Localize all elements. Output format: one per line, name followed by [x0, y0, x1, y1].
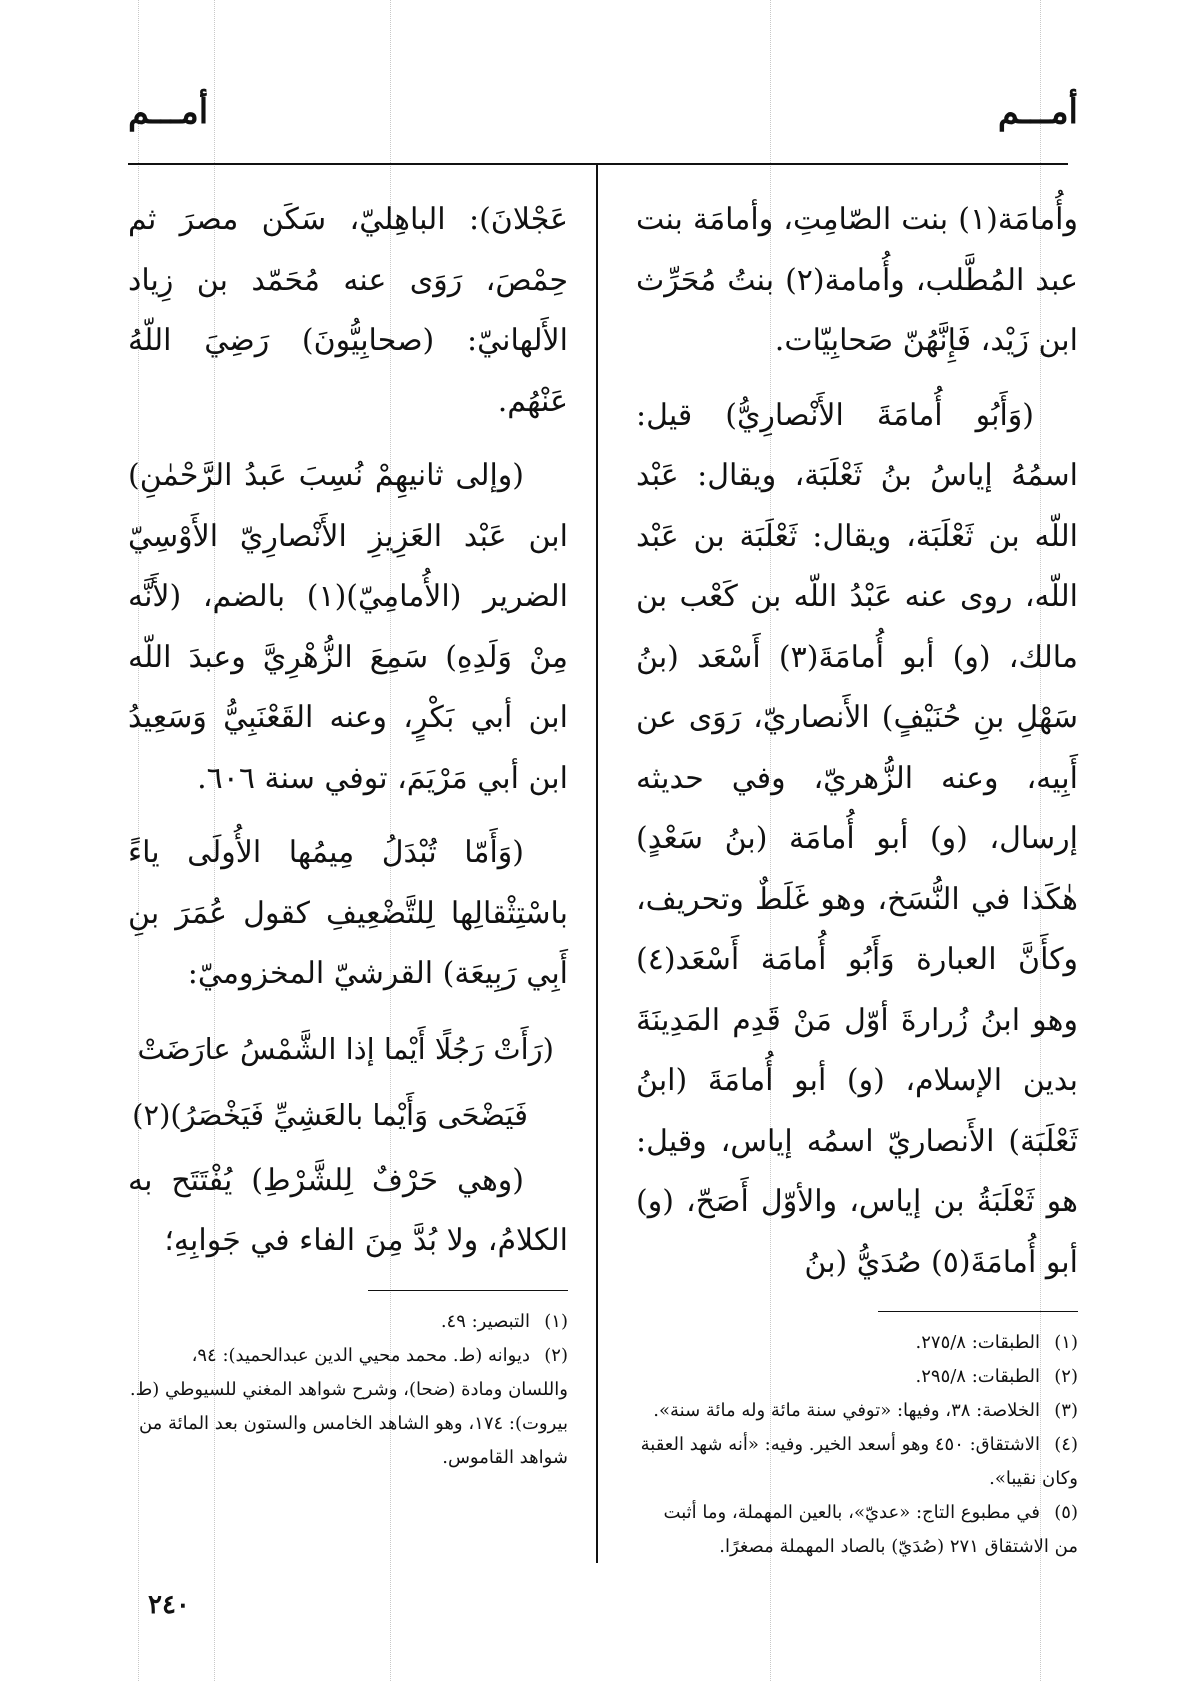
footnotes — [128, 1305, 568, 1475]
header-rule — [128, 163, 1068, 165]
right-column — [636, 190, 1078, 1564]
footnotes — [636, 1326, 1078, 1564]
paragraph: (وإلى ثانيهِمْ نُسِبَ عَبدُ الرَّحْمٰنِ) ابن عَبْد العَزِيزِ الأَنْصارِيّ الأَوْسِيّ الضرير (الأُمامِيّ)(١) بالضم، (لأَنَّه مِنْ وَلَدِهِ) سَمِعَ الزُّهْرِيَّ وعبدَ اللّه ابن أبي بَكْرٍ، وعنه القَعْنَبِيُّ وَسَعِيدُ ابن أبي مَرْيَمَ، توفي سنة ٦٠٦. — [128, 458, 568, 796]
column-divider — [596, 163, 598, 1563]
footnote: (٢)الطبقات: ٢٩٥/٨. — [915, 1366, 1078, 1387]
footnote-rule — [368, 1290, 568, 1291]
footnote: (٥)في مطبوع التاج: «عديّ»، بالعين المهملة، وما أثبت من الاشتقاق ٢٧١ (صُدَيّ) بالصاد المهملة مصغرًا. — [663, 1502, 1078, 1557]
page-number: ٢٤٠ — [148, 1590, 190, 1620]
verse-line: (رَأَتْ رَجُلًا أَيْما إذا الشَّمْسُ عارَضَتْ — [137, 1031, 554, 1066]
running-header-left: أمـــم — [128, 92, 209, 132]
paragraph: وأُمامَة(١) بنت الصّامِتِ، وأمامَة بنت عبد المُطَّلب، وأُمامة(٢) بنتُ مُحَرِّث ابن زَيْد، فَإِنَّهُنّ صَحابِيّات. — [636, 202, 1078, 358]
running-header-right: أمـــم — [997, 92, 1078, 132]
footnote: (٣)الخلاصة: ٣٨، وفيها: «توفي سنة مائة وله مائة سنة». — [653, 1400, 1078, 1421]
verse-line: فَيَضْحَى وَأَيْما بالعَشِيِّ فَيَخْصَرُ)(٢) — [132, 1097, 528, 1132]
footnote: (١)التبصير: ٤٩. — [440, 1310, 568, 1332]
paragraph: عَجْلانَ): الباهِليّ، سَكَن مصرَ ثم حِمْصَ، رَوَى عنه مُحَمّد بن زِياد الأَلهانيّ: (صحابِيُّونَ) رَضِيَ اللّهُ عَنْهُم. — [128, 202, 568, 419]
footnote: (٢)ديوانه (ط. محمد محيي الدين عبدالحميد): ٩٤، واللسان ومادة (ضحا)، وشرح شواهد المغني للسيوطي (ط. بيروت): ١٧٤، وهو الشاهد الخامس والستون بعد المائة من شواهد القاموس. — [129, 1344, 568, 1468]
footnote-rule — [878, 1311, 1078, 1312]
paragraph: (وهي حَرْفٌ لِلشَّرْطِ) يُفْتَتَح به الكلامُ، ولا بُدَّ مِنَ الفاء في جَوابِهِ؛ — [128, 1162, 568, 1258]
footnote: (٤)الاشتقاق: ٤٥٠ وهو أسعد الخير. وفيه: «أنه شهد العقبة وكان نقيبا». — [640, 1434, 1078, 1489]
footnote: (١)الطبقات: ٢٧٥/٨. — [915, 1332, 1078, 1353]
paragraph: (وَأَبُو أُمامَةَ الأَنْصارِيُّ) قيل: اسمُهُ إياسُ بنُ ثَعْلَبَة، ويقال: عَبْد اللّه بن ثَعْلَبَة، ويقال: ثَعْلَبَة بن عَبْد اللّه، روى عنه عَبْدُ اللّه بن كَعْب بن مالك، (و) أبو أُمامَةَ(٣) أَسْعَد (بنُ سَهْلِ بنِ حُنَيْفٍ) الأَنصاريّ، رَوَى عن أَبِيه، وعنه الزُّهريّ، وفي حديثه إرسال، (و) أبو أُمامَة (بنُ سَعْدٍ) هٰكَذا في النُّسَخ، وهو غَلَطٌ وتحريف، وكأَنَّ العبارة وَأَبُو أُمامَة أَسْعَد(٤) وهو ابنُ زُرارةَ أوّل مَنْ قَدِم المَدِينَةَ بدين الإسلام، (و) أبو أُمامَةَ (ابنُ ثَعْلَبَة) الأَنصاريّ اسمُه إياس، وقيل: هو ثَعْلَبَةُ بن إياس، والأوّل أَصَحّ، (و) أبو أُمامَةَ(٥) صُدَيُّ (بنُ — [636, 397, 1079, 1280]
paragraph: (وَأَمّا تُبْدَلُ مِيمُها الأُولَى ياءً باسْتِثْقالِها لِلتَّضْعِيفِ كقول عُمَرَ بنِ أَبِي رَبِيعَة) القرشيّ المخزوميّ: — [128, 835, 568, 991]
left-column — [128, 190, 568, 1475]
